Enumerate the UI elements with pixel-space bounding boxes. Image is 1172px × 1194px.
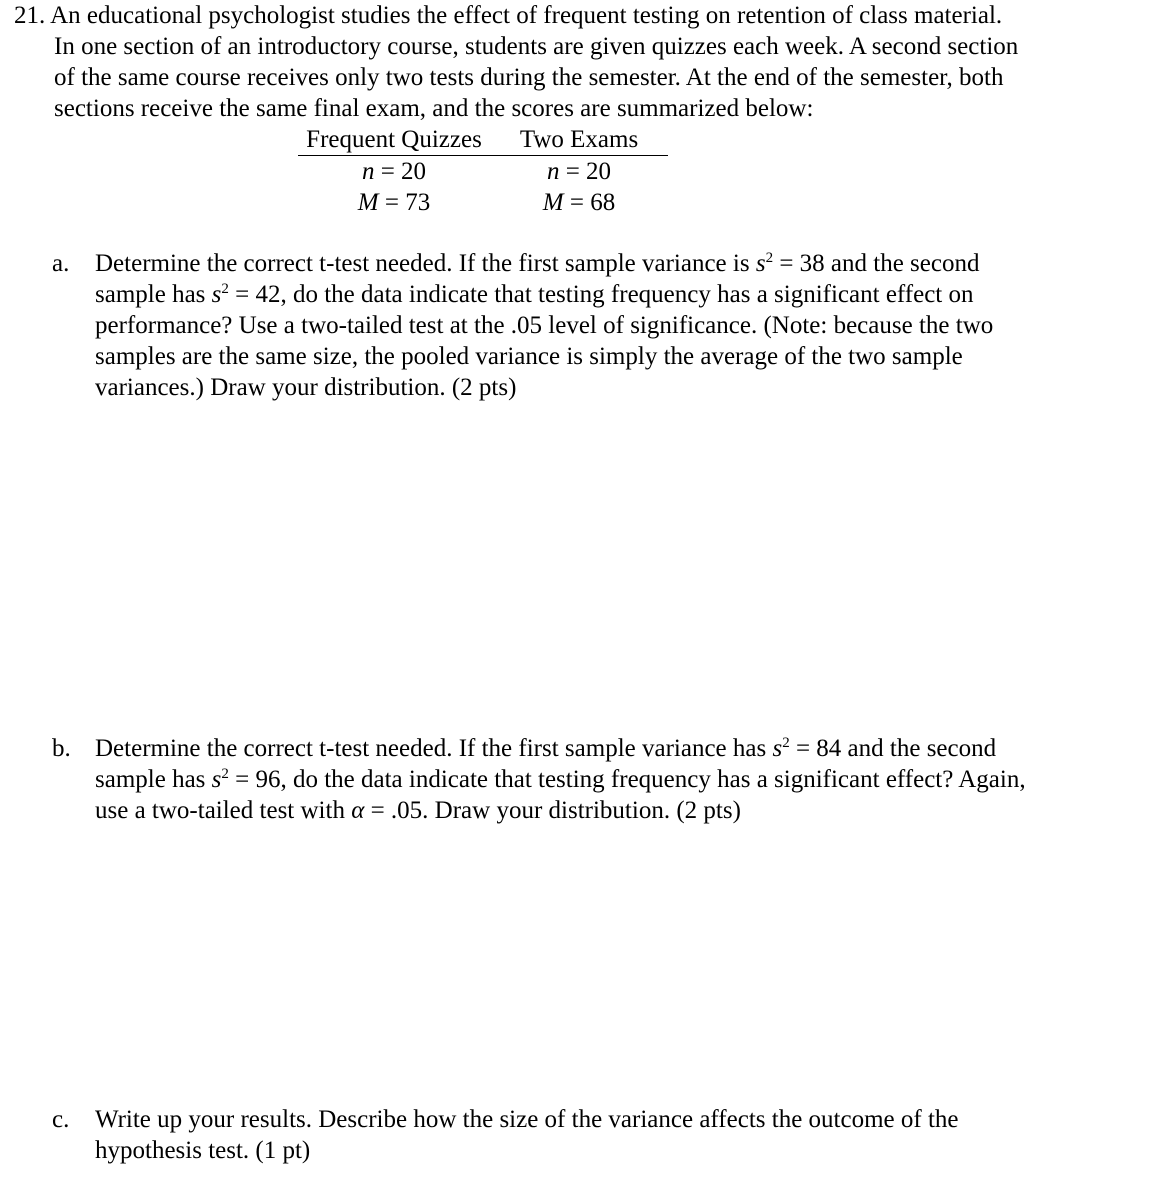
question-21 bbox=[14, 0, 1164, 124]
table-header-row bbox=[298, 124, 670, 156]
part-c-line-1: Write up your results. Describe how the size of the variance affects the outcome of the bbox=[95, 1106, 959, 1133]
part-a-line-1: Determine the correct t-test needed. If the first sample variance is $s^2 = 38$ and the second bbox=[95, 250, 980, 277]
part-b-line-1: Determine the correct t-test needed. If the first sample variance has $s^2 = 84$ and the second bbox=[95, 735, 997, 762]
header-two-exams: Two Exams bbox=[490, 124, 668, 156]
header-frequent-quizzes: Frequent Quizzes bbox=[298, 124, 490, 156]
part-c bbox=[52, 1104, 1162, 1166]
part-b-line-2: sample has $s^2 = 96$, do the data indicate that testing frequency has a significant effect? Again, bbox=[95, 766, 1026, 793]
question-line-3: of the same course receives only two tests during the semester. At the end of the semester, both bbox=[54, 64, 1004, 91]
table-row-n bbox=[298, 156, 670, 187]
part-a-line-2: sample has $s^2 = 42$, do the data indicate that testing frequency has a significant effect on bbox=[95, 281, 974, 308]
part-a bbox=[52, 248, 1162, 403]
part-a-marker: a. bbox=[52, 250, 70, 277]
question-line-1: 21. An educational psychologist studies the effect of frequent testing on retention of class material. bbox=[14, 2, 1003, 29]
part-a-line-4: samples are the same size, the pooled variance is simply the average of the two sample bbox=[95, 343, 963, 370]
group1-mean: M = 73 bbox=[357, 189, 431, 216]
part-a-line-3: performance? Use a two-tailed test at the .05 level of significance. (Note: because the two bbox=[95, 312, 994, 339]
question-line-2: In one section of an introductory course, students are given quizzes each week. A second section bbox=[54, 33, 1019, 60]
table-row-m bbox=[298, 187, 670, 218]
part-b-line-3: use a two-tailed test with α = .05. Draw your distribution. (2 pts) bbox=[95, 797, 741, 824]
group2-mean: M = 68 bbox=[542, 189, 616, 216]
part-c-marker: c. bbox=[52, 1106, 70, 1133]
group1-n: n = 20 bbox=[361, 158, 427, 185]
part-c-line-2: hypothesis test. (1 pt) bbox=[95, 1137, 311, 1164]
part-b-marker: b. bbox=[52, 735, 71, 762]
group2-n: n = 20 bbox=[546, 158, 612, 185]
part-a-line-5: variances.) Draw your distribution. (2 pts) bbox=[95, 374, 517, 401]
question-number: 21. bbox=[14, 2, 46, 29]
scores-table bbox=[298, 124, 670, 218]
part-b bbox=[52, 733, 1162, 826]
question-line-4: sections receive the same final exam, and the scores are summarized below: bbox=[54, 95, 814, 122]
